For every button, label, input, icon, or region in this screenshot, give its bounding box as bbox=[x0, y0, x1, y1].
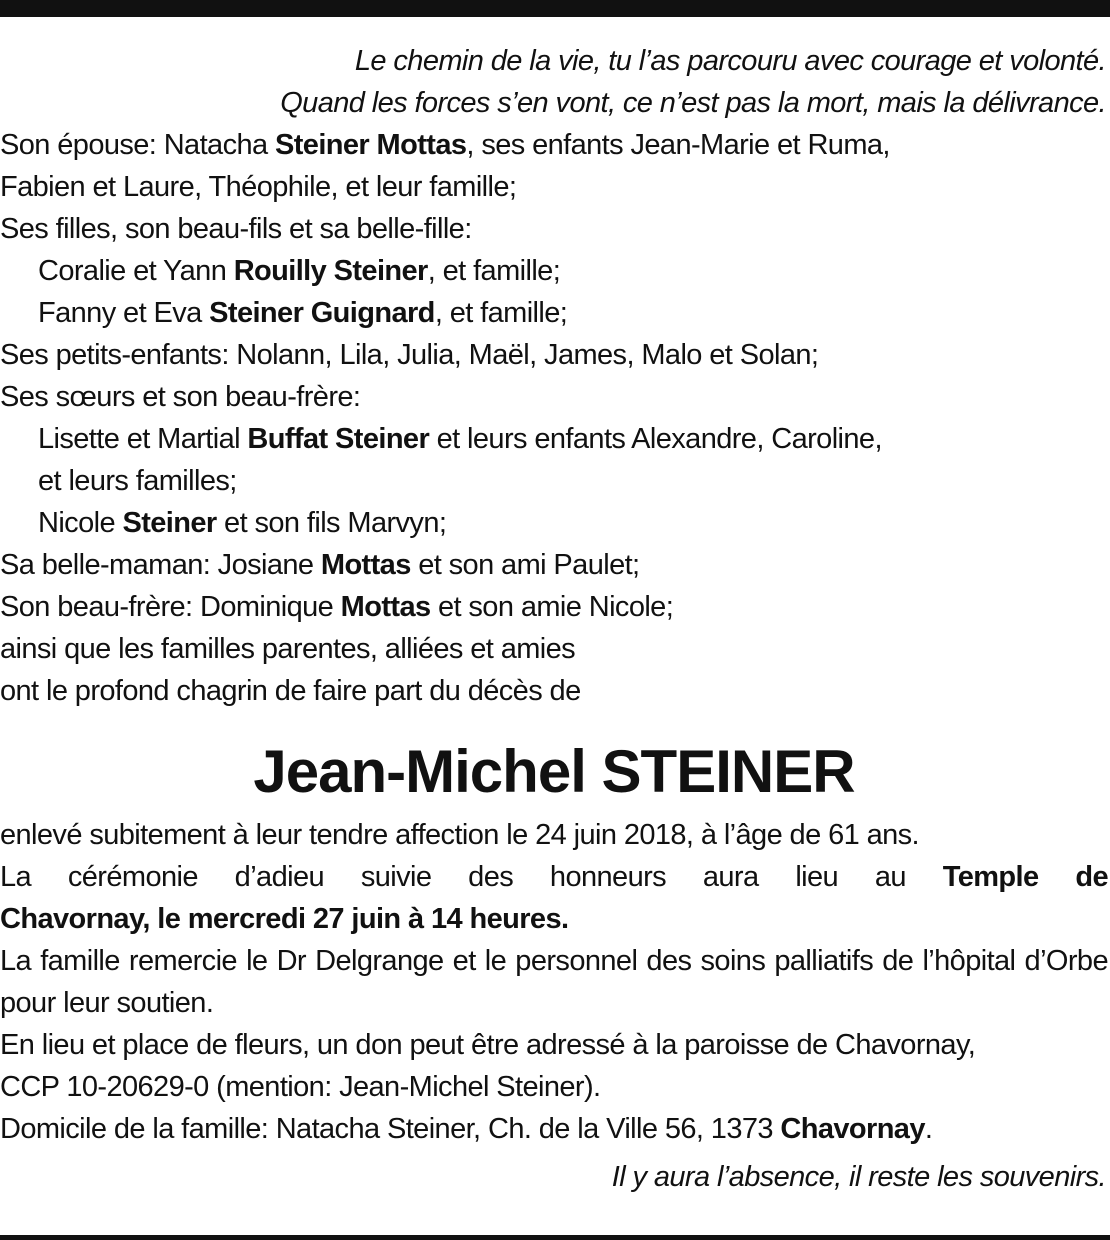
daughter-2-line bbox=[0, 292, 1108, 334]
text: et leurs enfants Alexandre, Caroline, bbox=[429, 423, 882, 455]
brother-in-law-line bbox=[0, 586, 1108, 628]
epigraph-line-1: Le chemin de la vie, tu l’as parcouru avec courage et volonté. bbox=[354, 45, 1106, 77]
text: , ses enfants Jean-Marie et Ruma, bbox=[466, 129, 890, 161]
text: Son épouse: Natacha bbox=[0, 129, 275, 161]
grandchildren-line: Ses petits-enfants: Nolann, Lila, Julia, Maël, James, Malo et Solan; bbox=[0, 339, 819, 371]
text: et son fils Marvyn; bbox=[216, 507, 447, 539]
daughters-heading: Ses filles, son beau-fils et sa belle-fille: bbox=[0, 213, 472, 245]
surname: Steiner Guignard bbox=[209, 297, 435, 329]
domicile-town: Chavornay bbox=[780, 1113, 925, 1145]
family-list bbox=[0, 124, 1108, 712]
ceremony-line-2 bbox=[0, 898, 1108, 940]
text: , et famille; bbox=[427, 255, 561, 287]
text: Coralie et Yann bbox=[38, 255, 234, 287]
deceased-name: Jean-Michel STEINER bbox=[253, 738, 855, 805]
text: . bbox=[924, 1113, 933, 1145]
domicile-line bbox=[0, 1108, 1108, 1150]
spouse-line-2: Fabien et Laure, Théophile, et leur famille; bbox=[0, 171, 517, 203]
text: et son ami Paulet; bbox=[410, 549, 640, 581]
death-line: enlevé subitement à leur tendre affection le 24 juin 2018, à l’âge de 61 ans. bbox=[0, 819, 919, 851]
ceremony-place: Temple de bbox=[942, 861, 1108, 893]
details bbox=[0, 814, 1108, 1150]
surname: Rouilly Steiner bbox=[233, 255, 428, 287]
announcement-line: ont le profond chagrin de faire part du décès de bbox=[0, 675, 581, 707]
surname: Mottas bbox=[340, 591, 431, 623]
epigraph bbox=[0, 40, 1108, 124]
surname: Steiner bbox=[122, 507, 217, 539]
epigraph-line-2: Quand les forces s’en vont, ce n’est pas la mort, mais la délivrance. bbox=[280, 87, 1106, 119]
spouse-line bbox=[0, 124, 1108, 166]
mother-in-law-line bbox=[0, 544, 1108, 586]
sister-1-line bbox=[0, 418, 1108, 460]
sisters-heading: Ses sœurs et son beau-frère: bbox=[0, 381, 361, 413]
text: Lisette et Martial bbox=[38, 423, 248, 455]
ceremony-line bbox=[0, 856, 1108, 898]
bottom-rule bbox=[0, 1235, 1110, 1240]
daughter-1-line bbox=[0, 250, 1108, 292]
text: et son amie Nicole; bbox=[430, 591, 674, 623]
text: Fanny et Eva bbox=[38, 297, 210, 329]
closing-quote: Il y aura l’absence, il reste les souvenirs. bbox=[611, 1161, 1106, 1193]
text: Nicole bbox=[38, 507, 123, 539]
sister-2-line bbox=[0, 502, 1108, 544]
sister-1-line-2: et leurs familles; bbox=[38, 465, 237, 497]
surname: Mottas bbox=[320, 549, 411, 581]
text: Domicile de la famille: Natacha Steiner, Ch. de la Ville 56, 1373 bbox=[0, 1113, 781, 1145]
top-rule bbox=[0, 0, 1110, 17]
text: , et famille; bbox=[434, 297, 568, 329]
notice-content bbox=[0, 40, 1108, 1198]
donation-line: En lieu et place de fleurs, un don peut être adressé à la paroisse de Chavornay, bbox=[0, 1029, 976, 1061]
donation-line-2: CCP 10-20629-0 (mention: Jean-Michel Steiner). bbox=[0, 1071, 601, 1103]
thanks-paragraph: La famille remercie le Dr Delgrange et le personnel des soins palliatifs de l’hôpital d’Orbe pour leur soutien. bbox=[0, 945, 1108, 1019]
ceremony-date: Chavornay, le mercredi 27 juin à 14 heures. bbox=[0, 903, 569, 935]
surname: Steiner Mottas bbox=[274, 129, 467, 161]
surname: Buffat Steiner bbox=[247, 423, 430, 455]
others-line: ainsi que les familles parentes, alliées et amies bbox=[0, 633, 576, 665]
text: Son beau-frère: Dominique bbox=[0, 591, 341, 623]
text: Sa belle-maman: Josiane bbox=[0, 549, 321, 581]
text: La cérémonie d’adieu suivie des honneurs aura lieu au bbox=[0, 861, 943, 893]
